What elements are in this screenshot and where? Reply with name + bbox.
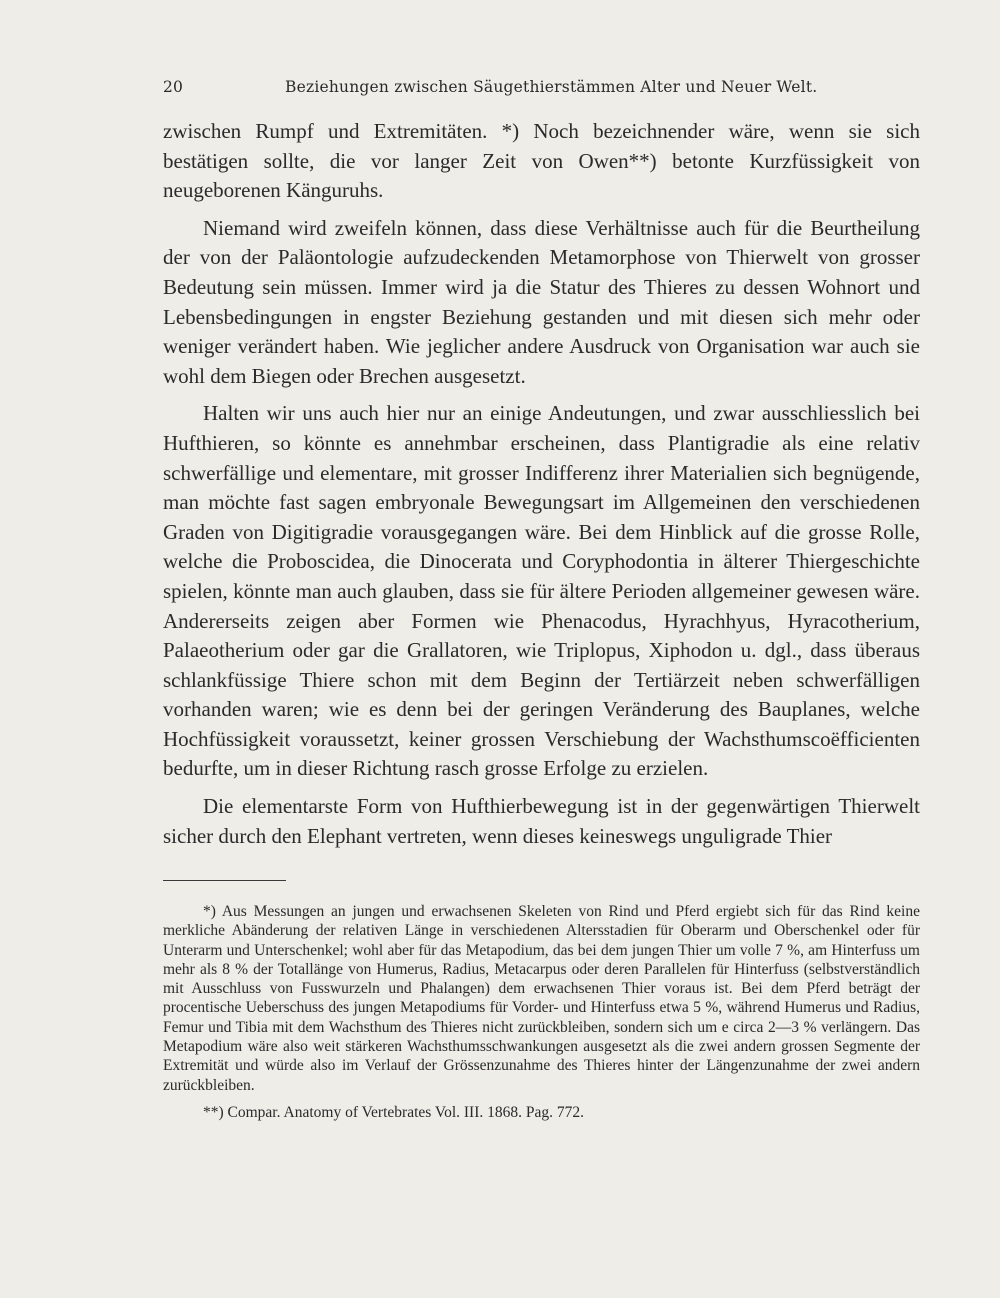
page-number: 20 — [163, 78, 184, 96]
page-header — [163, 78, 818, 102]
paragraph: Die elementarste Form von Hufthierbewegung ist in der gegenwärtigen Thierwelt sicher durch den Elephant vertreten, wenn dieses keineswegs unguligrade Thier — [163, 794, 920, 848]
footnotes — [163, 902, 920, 1130]
footnote-2: **) Compar. Anatomy of Vertebrates Vol. III. 1868. Pag. 772. — [203, 1103, 584, 1121]
paragraph-continued: zwischen Rumpf und Extremitäten. *) Noch bezeichnender wäre, wenn sie sich bestätigen sollte, die vor langer Zeit von Owen**) betonte Kurzfüssigkeit von neugeborenen Känguruhs. — [163, 119, 920, 203]
footnote-1: *) Aus Messungen an jungen und erwachsenen Skeleten von Rind und Pferd ergiebt sich für das Rind keine merkliche Abänderung der relativen Länge in verschiedenen Altersstadien für Oberarm und Oberschenkel oder für Unterarm und Unterschenkel; wohl aber für das Metapodium, das bei dem jungen Thier um volle 7 %, am Hinterfuss um mehr als 8 % der Totallänge von Humerus, Radius, Metacarpus oder deren Parallelen für Hinterfuss (selbstverständlich mit Ausschluss von Fusswurzeln und Phalangen) dem erwachsenen Thier voraus ist. Bei dem Pferd beträgt der procentische Ueberschuss des jungen Metapodiums für Vorder- und Hinterfuss etwa 5 %, während Humerus und Radius, Femur und Tibia mit dem Wachsthum des Thieres nicht zurückbleiben, sondern sich um e circa 2—3 % verlängern. Das Metapodium wäre also weit stärkeren Wachsthumsschwankungen ausgesetzt als die zwei andern grossen Segmente der Extremität und würde also im Verlauf der Grössenzunahme des Thieres hinter der Längenzunahme der zwei andern zurückbleiben. — [163, 903, 920, 1094]
main-text — [163, 117, 920, 859]
running-title: Beziehungen zwischen Säugethierstämmen Alter und Neuer Welt. — [285, 78, 818, 96]
paragraph: Halten wir uns auch hier nur an einige Andeutungen, und zwar ausschliesslich bei Hufthieren, so könnte es annehmbar erscheinen, dass Plantigradie als eine relativ schwerfällige und elementare, mit grosser Indifferenz ihrer Materialien sich begnügende, man möchte fast sagen embryonale Bewegungsart im Allgemeinen den verschiedenen Graden von Digitigradie vorausgegangen wäre. Bei dem Hinblick auf die grosse Rolle, welche die Proboscidea, die Dinocerata und Coryphodontia in älterer Thiergeschichte spielen, könnte man auch glauben, dass sie für ältere Perioden allgemeiner gewesen wäre. Andererseits zeigen aber Formen wie Phenacodus, Hyrachhyus, Hyracotherium, Palaeotherium oder gar die Grallatoren, wie Triplopus, Xiphodon u. dgl., dass überaus schlankfüssige Thiere schon mit dem Beginn der Tertiärzeit neben schwerfälligen vorhanden waren; wie es denn bei der geringen Veränderung des Bauplanes, welche Hochfüssigkeit voraussetzt, keiner grossen Verschiebung der Wachsthumscoëfficienten bedurfte, um in dieser Richtung rasch grosse Erfolge zu erzielen. — [163, 401, 920, 781]
footnote-separator — [163, 880, 286, 881]
paragraph: Niemand wird zweifeln können, dass diese Verhältnisse auch für die Beurtheilung der von der Paläontologie aufzudeckenden Metamorphose von Thierwelt von grosser Bedeutung sein müssen. Immer wird ja die Statur des Thieres zu dessen Wohnort und Lebensbedingungen in engster Beziehung gestanden und mit diesen sich mehr oder weniger verändert haben. Wie jeglicher andere Ausdruck von Organisation war auch sie wohl dem Biegen oder Brechen ausgesetzt. — [163, 215, 920, 388]
